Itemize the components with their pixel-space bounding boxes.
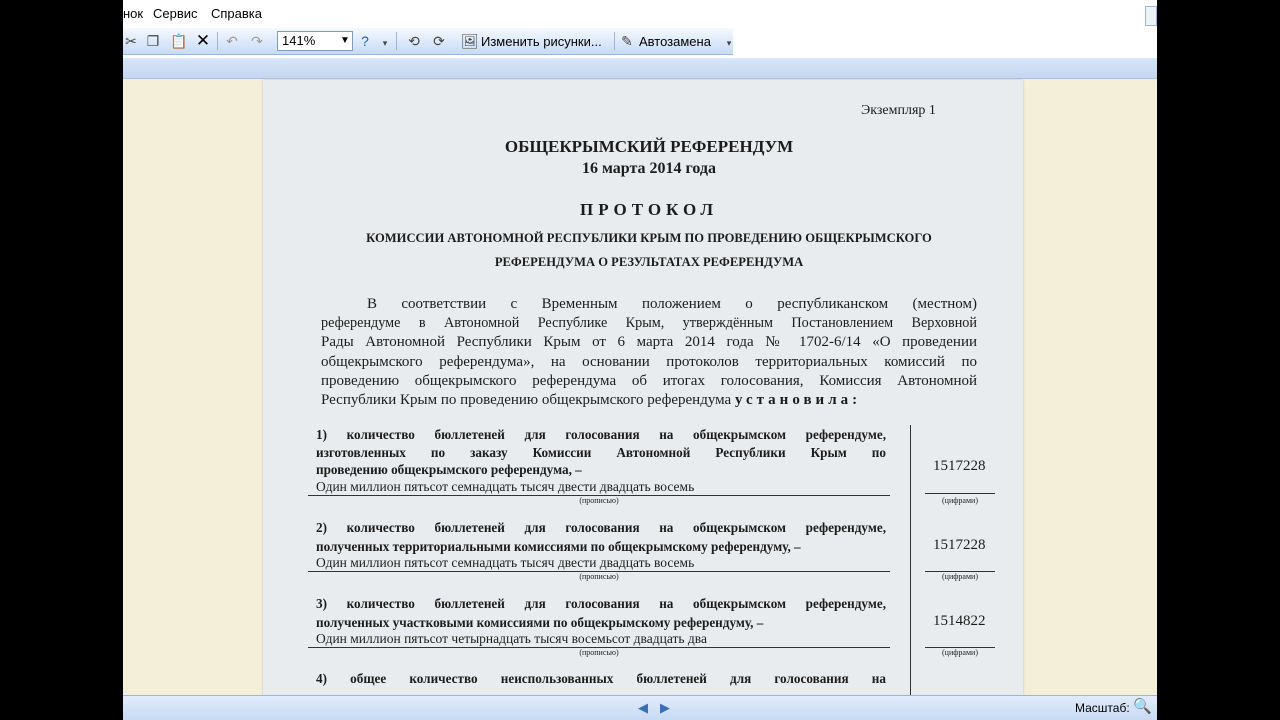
- in-digits-caption: (цифрами): [942, 496, 978, 505]
- zoom-value: 141%: [282, 33, 316, 48]
- item-1-words: Один миллион пятьсот семнадцать тысяч двести двадцать восемь: [316, 479, 695, 494]
- intro-line: В соответствии с Временным положением о республиканском (местном): [367, 296, 977, 312]
- item-line: полученных территориальными комиссиями по общекрымскому референдуму, –: [316, 539, 801, 554]
- item-line: изготовленных по заказу Комиссии Автономной Республики Крым по: [316, 444, 886, 460]
- item-line: 2) количество бюллетеней для голосования на общекрымском референдуме,: [316, 520, 886, 535]
- redo-icon: ↷: [251, 33, 263, 49]
- redo-button[interactable]: [249, 32, 265, 50]
- rotate-right-button[interactable]: [431, 32, 447, 50]
- document-page: [263, 80, 1023, 695]
- undo-icon: ↶: [226, 33, 238, 49]
- standard-toolbar: [123, 28, 733, 55]
- item-2-words: Один миллион пятьсот семнадцать тысяч двести двадцать восемь: [316, 555, 695, 570]
- toolbar-separator: [614, 32, 615, 50]
- viewer-window: [123, 0, 1157, 720]
- intro-line-text: Республики Крым по проведению общекрымского референдума: [321, 392, 732, 409]
- paste-button[interactable]: [170, 32, 186, 50]
- menu-item-insert[interactable]: нок: [123, 6, 144, 21]
- autocorrect-label: Автозамена: [639, 33, 711, 49]
- doc-subtitle-1: КОМИССИИ АВТОНОМНОЙ РЕСПУБЛИКИ КРЫМ ПО ПРОВЕДЕНИЮ ОБЩЕКРЫМСКОГО: [366, 231, 932, 245]
- rotate-right-icon: ⟳: [433, 33, 445, 49]
- help-button[interactable]: [357, 32, 373, 50]
- item-line: 4) общее количество неиспользованных бюллетеней для голосования на: [316, 671, 886, 686]
- item-1-text: [316, 426, 886, 479]
- copy-button[interactable]: [145, 32, 161, 50]
- change-pictures-label: Изменить рисунки...: [481, 33, 602, 49]
- item-3-number: 1514822: [933, 613, 986, 629]
- item-3-text: [316, 594, 886, 632]
- intro-line: общекрымского референдума», на основании протоколов территориальных комиссий по: [321, 353, 977, 370]
- picture-edit-icon: 🖼: [461, 33, 479, 49]
- item-line: полученных участковыми комиссиями по общекрымскому референдуму, –: [316, 615, 764, 630]
- item-line: 3) количество бюллетеней для голосования на общекрымском референдуме,: [316, 596, 886, 611]
- toolbar-options-button[interactable]: [721, 34, 737, 52]
- paste-icon: 📋: [170, 33, 188, 49]
- chevron-down-icon: ▾: [382, 38, 388, 48]
- doc-date: 16 марта 2014 года: [581, 160, 717, 177]
- undo-button[interactable]: [224, 32, 240, 50]
- in-words-caption: (прописью): [579, 496, 619, 505]
- delete-button[interactable]: [195, 32, 211, 50]
- zoom-icon[interactable]: 🔍: [1133, 698, 1152, 715]
- menu-item-help[interactable]: Справка: [211, 6, 262, 21]
- copy-label: Экземпляр 1: [861, 103, 936, 118]
- autocorrect-button[interactable]: [619, 32, 711, 50]
- cut-button[interactable]: [123, 32, 139, 50]
- underline: [925, 493, 995, 494]
- in-digits-caption: (цифрами): [942, 572, 978, 581]
- in-words-caption: (прописью): [579, 572, 619, 581]
- toolbar-separator: [396, 32, 397, 50]
- intro-line: референдуме в Автономной Республике Крым, утверждённым Постановлением Верховной: [321, 315, 977, 332]
- established-word: установила:: [734, 392, 862, 409]
- chevron-down-icon[interactable]: ▼: [340, 35, 350, 46]
- doc-title: ОБЩЕКРЫМСКИЙ РЕФЕРЕНДУМ: [504, 137, 794, 156]
- toolbar-separator: [217, 32, 218, 50]
- in-words-caption: (прописью): [579, 648, 619, 657]
- menu-bar: [123, 0, 1157, 28]
- in-digits-caption: (цифрами): [942, 648, 978, 657]
- intro-line: [321, 391, 977, 410]
- menu-item-tools[interactable]: Сервис: [153, 6, 198, 21]
- zoom-select[interactable]: [277, 31, 353, 51]
- intro-line: проведению общекрымского референдума об итогах голосования, Комиссия Автономной: [321, 372, 977, 389]
- window-corner-button[interactable]: [1145, 6, 1157, 26]
- column-divider: [910, 425, 911, 695]
- rotate-left-icon: ⟲: [408, 33, 420, 49]
- item-3-words: Один миллион пятьсот четырнадцать тысяч восемьсот двадцать два: [316, 631, 707, 646]
- toolbar-options-button[interactable]: [377, 34, 393, 52]
- change-pictures-button[interactable]: [461, 32, 602, 50]
- item-1-number: 1517228: [933, 458, 986, 474]
- autocorrect-icon: ✎: [621, 33, 633, 49]
- doc-subtitle-2: РЕФЕРЕНДУМА О РЕЗУЛЬТАТАХ РЕФЕРЕНДУМА: [494, 255, 804, 269]
- item-2-text: [316, 518, 886, 556]
- item-line: проведению общекрымского референдума, –: [316, 462, 582, 477]
- copy-icon: ❐: [146, 33, 160, 49]
- chevron-down-icon: ▾: [726, 38, 732, 48]
- close-icon: ✕: [195, 31, 211, 50]
- intro-line: Рады Автономной Республики Крым от 6 марта 2014 года № 1702-6/14 «О проведении: [321, 334, 977, 351]
- next-page-button[interactable]: ▶: [660, 700, 670, 715]
- item-line: 1) количество бюллетеней для голосования на общекрымском референдуме,: [316, 427, 886, 442]
- item-4-text: [316, 671, 886, 687]
- item-2-number: 1517228: [933, 537, 986, 553]
- doc-protocol: ПРОТОКОЛ: [579, 200, 718, 219]
- prev-page-button[interactable]: ◀: [638, 700, 648, 715]
- status-bar: [123, 695, 1157, 720]
- rotate-left-button[interactable]: [406, 32, 422, 50]
- scale-label: Масштаб:: [1075, 701, 1130, 715]
- ruler-strip: [123, 58, 1157, 79]
- help-icon: ?: [361, 33, 369, 49]
- scissors-icon: ✂: [125, 33, 137, 49]
- intro-paragraph: [321, 295, 977, 410]
